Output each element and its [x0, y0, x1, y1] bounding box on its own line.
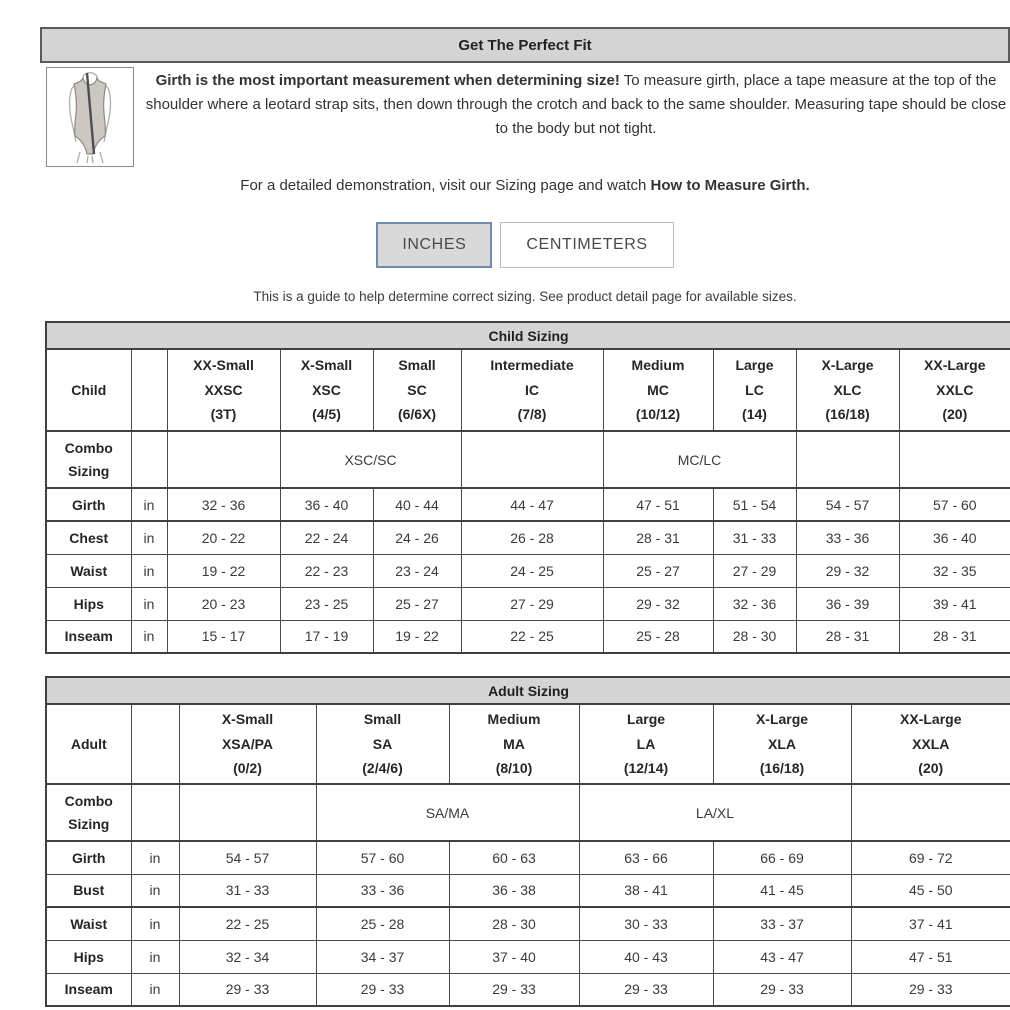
adult-col-small [316, 704, 449, 784]
size-value: 44 - 47 [461, 488, 603, 521]
size-value: 29 - 33 [316, 973, 449, 1006]
adult-col-x-large [713, 704, 851, 784]
unit-toggle [40, 222, 1010, 268]
size-name: X-Small [300, 357, 353, 374]
size-value: 23 - 25 [280, 587, 373, 620]
size-range: (20) [918, 760, 944, 777]
size-value: 19 - 22 [167, 554, 280, 587]
unit-cell: in [131, 841, 179, 874]
adult-combo-la-xl: LA/XL [579, 784, 851, 841]
size-name: X-Large [755, 711, 809, 728]
size-value: 39 - 41 [899, 587, 1010, 620]
child-table-title-row [46, 322, 1010, 349]
size-code: SA [372, 735, 393, 752]
size-value: 24 - 26 [373, 521, 461, 554]
child-col-x-large [796, 349, 899, 431]
size-code: XLA [768, 735, 796, 752]
size-range: (14) [742, 406, 767, 423]
size-value: 36 - 38 [449, 874, 579, 907]
size-code: XSC [312, 381, 341, 398]
child-header-label: Child [46, 349, 131, 431]
size-value: 20 - 22 [167, 521, 280, 554]
empty-cell [131, 349, 167, 431]
demo-line [40, 177, 1010, 194]
child-col-xx-small [167, 349, 280, 431]
empty-cell [167, 431, 280, 488]
size-value: 34 - 37 [316, 940, 449, 973]
size-value: 22 - 24 [280, 521, 373, 554]
size-code: LC [745, 381, 764, 398]
empty-cell [131, 704, 179, 784]
unit-cell: in [131, 874, 179, 907]
size-name: X-Large [821, 357, 874, 374]
size-value: 29 - 33 [851, 973, 1010, 1006]
page-title [40, 27, 1010, 63]
size-value: 60 - 63 [449, 841, 579, 874]
adult-bust-row [46, 874, 1010, 907]
child-col-small [373, 349, 461, 431]
empty-cell [461, 431, 603, 488]
size-value: 23 - 24 [373, 554, 461, 587]
size-value: 31 - 33 [713, 521, 796, 554]
size-code: XXLA [912, 735, 950, 752]
size-value: 69 - 72 [851, 841, 1010, 874]
size-value: 54 - 57 [179, 841, 316, 874]
size-value: 20 - 23 [167, 587, 280, 620]
size-code: LA [636, 735, 656, 752]
unit-cell: in [131, 940, 179, 973]
row-label: Girth [46, 488, 131, 521]
size-value: 36 - 40 [899, 521, 1010, 554]
combo-sizing-label: Combo Sizing [46, 784, 131, 841]
size-name: Small [363, 711, 402, 728]
size-code: SC [407, 381, 427, 398]
child-combo-mc-lc: MC/LC [603, 431, 796, 488]
size-range: (16/18) [759, 760, 805, 777]
size-value: 41 - 45 [713, 874, 851, 907]
empty-cell [179, 784, 316, 841]
size-value: 40 - 44 [373, 488, 461, 521]
size-value: 27 - 29 [713, 554, 796, 587]
row-label: Waist [46, 907, 131, 940]
size-range: (16/18) [825, 406, 870, 423]
adult-girth-row [46, 841, 1010, 874]
unit-cell: in [131, 554, 167, 587]
size-value: 51 - 54 [713, 488, 796, 521]
unit-cell: in [131, 587, 167, 620]
child-girth-row [46, 488, 1010, 521]
size-value: 28 - 30 [713, 620, 796, 653]
unit-cell: in [131, 907, 179, 940]
row-label: Chest [46, 521, 131, 554]
intro-section [40, 65, 1010, 167]
size-value: 22 - 25 [461, 620, 603, 653]
size-value: 43 - 47 [713, 940, 851, 973]
size-value: 37 - 41 [851, 907, 1010, 940]
empty-cell [851, 784, 1010, 841]
size-value: 31 - 33 [179, 874, 316, 907]
row-label: Bust [46, 874, 131, 907]
size-value: 28 - 30 [449, 907, 579, 940]
row-label: Inseam [46, 973, 131, 1006]
size-code: IC [525, 381, 539, 398]
adult-sizing-table [45, 676, 1010, 1007]
empty-cell [899, 431, 1010, 488]
size-value: 66 - 69 [713, 841, 851, 874]
size-range: (2/4/6) [362, 760, 403, 777]
size-value: 30 - 33 [579, 907, 713, 940]
adult-table-title-row [46, 677, 1010, 704]
adult-col-large [579, 704, 713, 784]
sizing-guide-page [40, 0, 1010, 1007]
size-value: 29 - 33 [449, 973, 579, 1006]
size-range: (6/6X) [397, 406, 437, 423]
size-range: (4/5) [312, 406, 341, 423]
guide-note: This is a guide to help determine correct sizing. See product detail page for available sizes. [253, 289, 797, 304]
size-value: 32 - 36 [713, 587, 796, 620]
adult-col-x-small [179, 704, 316, 784]
child-chest-row [46, 521, 1010, 554]
leotard-illustration-icon [49, 70, 131, 164]
size-value: 25 - 27 [603, 554, 713, 587]
size-code: XXLC [936, 381, 974, 398]
demo-line-text: For a detailed demonstration, visit our Sizing page and watch [240, 177, 651, 194]
unit-cell: in [131, 488, 167, 521]
empty-cell [131, 431, 167, 488]
size-value: 45 - 50 [851, 874, 1010, 907]
leotard-girth-diagram [46, 67, 134, 167]
size-value: 37 - 40 [449, 940, 579, 973]
page-title-text: Get The Perfect Fit [458, 37, 592, 54]
size-value: 36 - 39 [796, 587, 899, 620]
size-value: 22 - 23 [280, 554, 373, 587]
size-name: Medium [631, 357, 685, 374]
size-value: 24 - 25 [461, 554, 603, 587]
size-value: 17 - 19 [280, 620, 373, 653]
child-col-medium [603, 349, 713, 431]
size-range: (3T) [210, 406, 237, 423]
inches-button[interactable]: INCHES [376, 222, 492, 268]
row-label: Inseam [46, 620, 131, 653]
size-code: MA [503, 735, 525, 752]
centimeters-button[interactable]: CENTIMETERS [500, 222, 673, 268]
size-name: XX-Large [924, 357, 986, 374]
size-value: 29 - 33 [713, 973, 851, 1006]
size-name: Intermediate [490, 357, 574, 374]
size-value: 47 - 51 [603, 488, 713, 521]
size-value: 28 - 31 [899, 620, 1010, 653]
size-value: 33 - 37 [713, 907, 851, 940]
size-value: 29 - 32 [603, 587, 713, 620]
size-name: Medium [487, 711, 541, 728]
size-code: XXSC [204, 381, 243, 398]
girth-instructions-body: To measure girth, place a tape measure at the top of the shoulder where a leotard strap sits, then down through the crotch and back to the same shoulder. Measuring tape should be close to the body but not tight. [145, 72, 1007, 137]
size-value: 25 - 28 [603, 620, 713, 653]
empty-cell [796, 431, 899, 488]
size-value: 33 - 36 [316, 874, 449, 907]
size-value: 22 - 25 [179, 907, 316, 940]
unit-cell: in [131, 973, 179, 1006]
row-label: Waist [46, 554, 131, 587]
size-value: 26 - 28 [461, 521, 603, 554]
size-value: 32 - 35 [899, 554, 1010, 587]
size-range: (7/8) [517, 406, 547, 423]
adult-header-row [46, 704, 1010, 784]
child-table-title: Child Sizing [46, 322, 1010, 349]
unit-cell: in [131, 620, 167, 653]
size-value: 33 - 36 [796, 521, 899, 554]
size-value: 57 - 60 [316, 841, 449, 874]
child-col-intermediate [461, 349, 603, 431]
size-name: Large [626, 711, 666, 728]
combo-sizing-label: Combo Sizing [46, 431, 131, 488]
girth-instructions [142, 69, 1010, 141]
size-value: 63 - 66 [579, 841, 713, 874]
adult-waist-row [46, 907, 1010, 940]
child-combo-row [46, 431, 1010, 488]
size-range: (10/12) [635, 406, 681, 423]
adult-inseam-row [46, 973, 1010, 1006]
size-value: 25 - 27 [373, 587, 461, 620]
size-value: 47 - 51 [851, 940, 1010, 973]
row-label: Hips [46, 587, 131, 620]
adult-col-medium [449, 704, 579, 784]
size-value: 29 - 32 [796, 554, 899, 587]
size-value: 15 - 17 [167, 620, 280, 653]
unit-cell: in [131, 521, 167, 554]
size-value: 54 - 57 [796, 488, 899, 521]
child-col-large [713, 349, 796, 431]
empty-cell [131, 784, 179, 841]
size-value: 32 - 34 [179, 940, 316, 973]
demo-line-bold: How to Measure Girth. [650, 177, 810, 194]
size-name: XX-Small [193, 357, 254, 374]
size-value: 38 - 41 [579, 874, 713, 907]
size-name: Small [398, 357, 436, 374]
size-range: (0/2) [233, 760, 262, 777]
size-name: X-Small [221, 711, 274, 728]
size-value: 19 - 22 [373, 620, 461, 653]
row-label: Girth [46, 841, 131, 874]
size-range: (12/14) [623, 760, 669, 777]
child-header-row [46, 349, 1010, 431]
child-sizing-table [45, 321, 1010, 654]
size-value: 32 - 36 [167, 488, 280, 521]
adult-col-xx-large [851, 704, 1010, 784]
size-value: 29 - 33 [579, 973, 713, 1006]
size-code: MC [647, 381, 669, 398]
size-code: XLC [833, 381, 862, 398]
size-value: 28 - 31 [603, 521, 713, 554]
girth-instructions-lead: Girth is the most important measurement when determining size! [155, 72, 620, 89]
size-value: 57 - 60 [899, 488, 1010, 521]
adult-header-label: Adult [46, 704, 131, 784]
size-value: 40 - 43 [579, 940, 713, 973]
size-value: 25 - 28 [316, 907, 449, 940]
adult-combo-sa-ma: SA/MA [316, 784, 579, 841]
child-col-x-small [280, 349, 373, 431]
size-code: XSA/PA [221, 735, 274, 752]
size-name: Large [735, 357, 774, 374]
size-name: XX-Large [900, 711, 962, 728]
adult-table-title: Adult Sizing [46, 677, 1010, 704]
child-col-xx-large [899, 349, 1010, 431]
size-value: 28 - 31 [796, 620, 899, 653]
adult-combo-row [46, 784, 1010, 841]
size-range: (8/10) [495, 760, 533, 777]
size-value: 29 - 33 [179, 973, 316, 1006]
row-label: Hips [46, 940, 131, 973]
child-hips-row [46, 587, 1010, 620]
child-inseam-row [46, 620, 1010, 653]
size-value: 36 - 40 [280, 488, 373, 521]
child-combo-xsc-sc: XSC/SC [280, 431, 461, 488]
size-range: (20) [942, 406, 968, 423]
adult-hips-row [46, 940, 1010, 973]
child-waist-row [46, 554, 1010, 587]
size-value: 27 - 29 [461, 587, 603, 620]
